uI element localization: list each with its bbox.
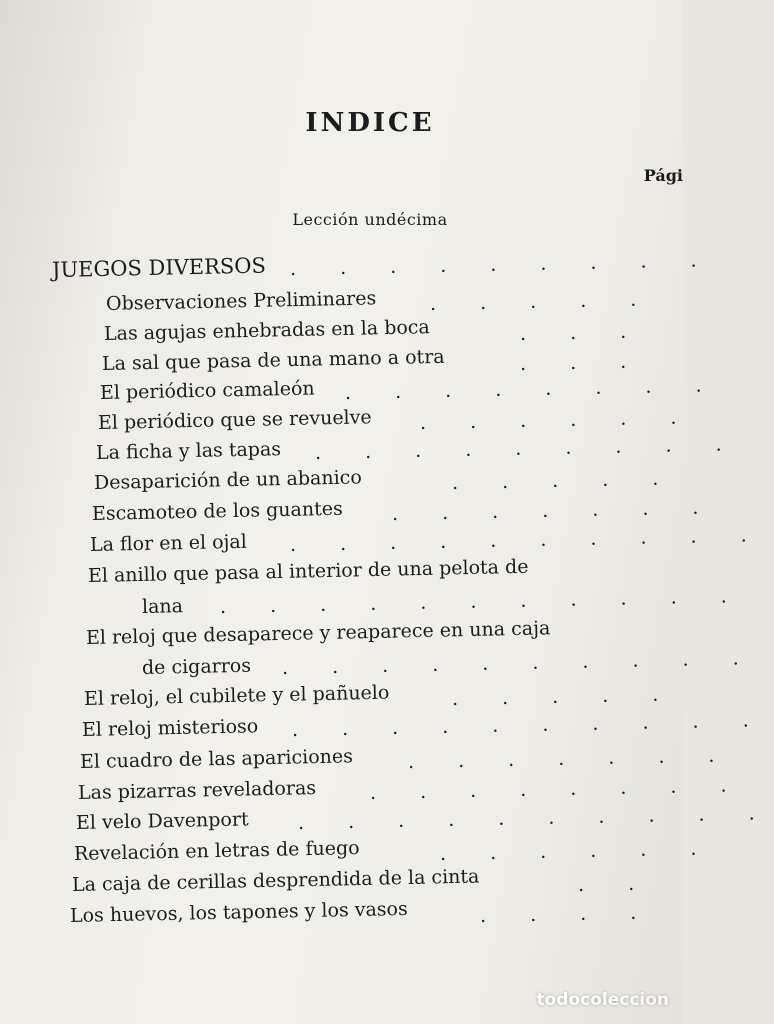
leader-dots: . . . . . . . xyxy=(391,496,718,525)
leader-dots: . . . . . xyxy=(451,467,678,494)
toc-entry-continuation: de cigarros xyxy=(141,654,252,679)
toc-entry: Revelación en letras de fuego xyxy=(73,837,360,865)
toc-entry: La sal que pasa de una mano a otra xyxy=(101,345,445,375)
bleed-through-shadow xyxy=(430,10,630,91)
toc-entry: Las agujas enhebradas en la boca xyxy=(103,316,430,345)
toc-entry-continuation: lana xyxy=(141,595,184,618)
toc-entry: El periódico camaleón xyxy=(99,377,315,404)
toc-entry: La ficha y las tapas xyxy=(95,438,282,464)
leader-dots: . . . . . . . . . . xyxy=(297,802,774,834)
toc-entry: La flor en el ojal xyxy=(89,530,248,556)
toc-entry: El reloj, el cubilete y el pañuelo xyxy=(83,681,390,710)
leader-dots: . . . . . . . . xyxy=(344,374,721,404)
leader-dots: . . . . . . . . . xyxy=(314,433,741,464)
section-title: JUEGOS DIVERSOS xyxy=(51,253,267,282)
leader-dots: . . . . . . . . . xyxy=(289,249,716,280)
toc-entry: Las pizarras reveladoras xyxy=(77,777,317,804)
leader-dots: . . . xyxy=(519,320,646,345)
leader-dots: . . . . . . . . . . xyxy=(281,647,758,679)
page-column-header: Pági xyxy=(643,166,683,185)
leader-dots: . . . . . . . . xyxy=(369,774,746,804)
leader-dots: . . . . . . xyxy=(439,837,716,865)
toc-entry: El reloj misterioso xyxy=(81,715,259,741)
toc-entry: Desaparición de un abanico xyxy=(93,466,362,494)
leader-dots: . . . . . . . . . . xyxy=(289,524,766,556)
toc-entry: Escamoteo de los guantes xyxy=(91,497,343,525)
toc-entry: Observaciones Preliminares xyxy=(105,287,377,315)
leader-dots: . . . . . . . . . . . xyxy=(219,584,746,618)
leader-dots: . . . . xyxy=(479,901,656,927)
leader-dots: . . . . . . xyxy=(419,406,696,434)
toc-entry: El periódico que se revuelve xyxy=(97,406,372,434)
index-title: INDICE xyxy=(305,108,435,138)
toc-entry: La caja de cerillas desprendida de la cinta xyxy=(71,865,480,896)
leader-dots: . . . . . . . xyxy=(407,744,734,773)
watermark-logo: todocoleccion xyxy=(536,990,669,1010)
toc-entry: El anillo que pasa al interior de una pelota de xyxy=(87,555,529,587)
leader-dots: . . xyxy=(577,872,654,896)
toc-entry: Los huevos, los tapones y los vasos xyxy=(69,897,408,927)
toc-entry: El cuadro de las apariciones xyxy=(79,745,354,773)
leader-dots: . . . . . . . . . . xyxy=(291,709,768,741)
leader-dots: . . . xyxy=(519,350,646,375)
toc-entry: El velo Davenport xyxy=(75,808,249,834)
leader-dots: . . . . . xyxy=(429,288,656,315)
lesson-label: Lección undécima xyxy=(292,210,448,229)
leader-dots: . . . . . xyxy=(451,683,678,710)
toc-entry: El reloj que desaparece y reaparece en una caja xyxy=(85,617,551,649)
